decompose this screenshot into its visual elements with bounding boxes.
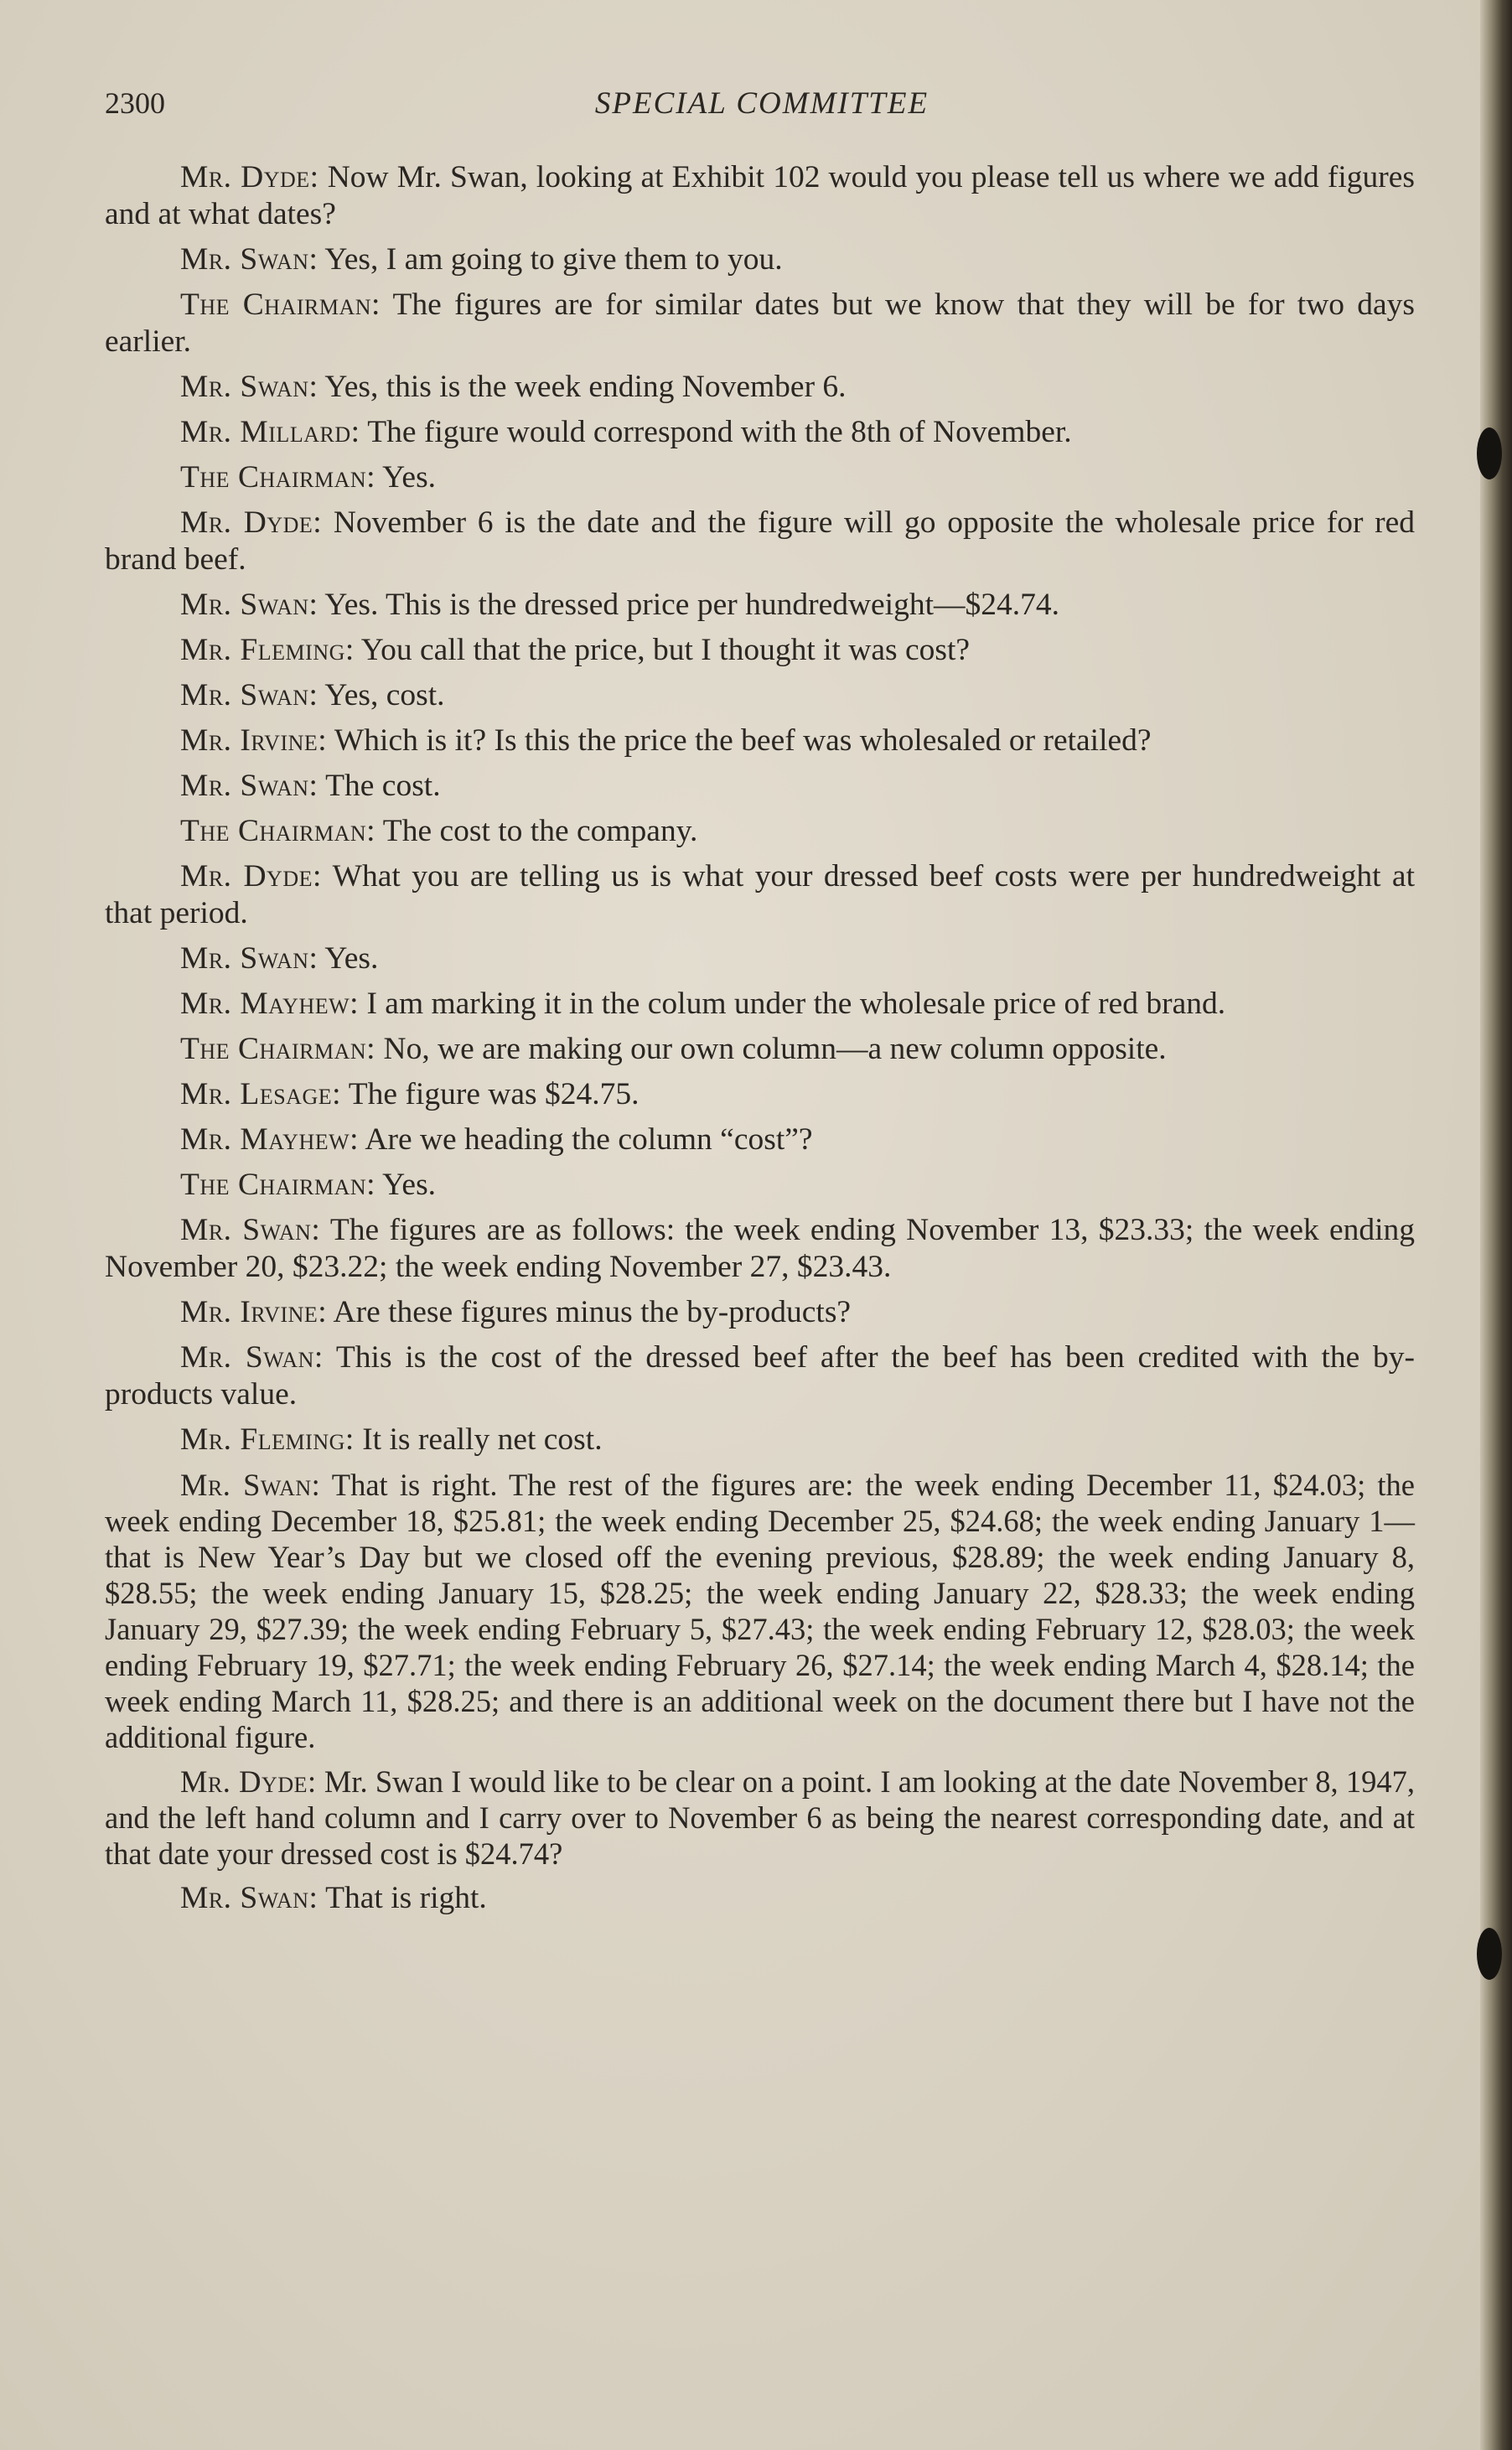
speech-text: The figures are as follows: the week ending November 13, $23.33; the week ending November 20, $23.22; the week ending November 27, $23.43. <box>105 1213 1416 1284</box>
transcript-paragraph <box>105 723 1415 759</box>
speaker-name: Mr. Swan: <box>180 588 318 622</box>
transcript-paragraph <box>105 632 1415 669</box>
speech-text: Yes, cost. <box>318 678 445 712</box>
speaker-name: Mr. Swan: <box>180 678 318 712</box>
binding-hole <box>1477 1928 1502 1980</box>
transcript-paragraph <box>105 813 1415 850</box>
speaker-name: Mr. Dyde: <box>180 160 319 194</box>
speaker-name: Mr. Swan: <box>180 242 318 277</box>
speech-text: Mr. Swan I would like to be clear on a point. I am looking at the date November 8, 1947, and the left hand column and I carry over to November 6 as being the nearest corresponding date, and at that date your dressed cost is $24.74? <box>105 1764 1415 1871</box>
transcript-paragraph <box>105 1467 1415 1755</box>
transcript-paragraph <box>105 505 1415 578</box>
transcript-paragraph <box>105 1121 1415 1158</box>
speaker-name: Mr. Mayhew: <box>180 1122 360 1157</box>
transcript-paragraph <box>105 241 1415 278</box>
speaker-name: The Chairman: <box>180 814 376 848</box>
speaker-name: Mr. Swan: <box>180 370 318 404</box>
speech-text: The figure would correspond with the 8th of November. <box>360 415 1072 449</box>
speaker-name: Mr. Dyde: <box>180 859 322 893</box>
speaker-name: The Chairman: <box>180 1032 376 1066</box>
speaker-name: Mr. Swan: <box>180 1468 321 1502</box>
speech-text: Are these figures minus the by-products? <box>327 1295 852 1329</box>
speech-text: Yes. <box>375 1168 437 1202</box>
speaker-name: Mr. Swan: <box>180 1213 321 1247</box>
speech-text: You call that the price, but I thought it was cost? <box>354 633 971 667</box>
page-binding-edge <box>1480 0 1512 2450</box>
speech-text: Are we heading the column “cost”? <box>359 1122 813 1157</box>
speech-text: Yes. <box>318 941 379 976</box>
binding-hole <box>1477 427 1502 479</box>
page-number: 2300 <box>105 86 165 120</box>
speech-text: Yes, this is the week ending November 6. <box>318 370 847 404</box>
speech-text: Now Mr. Swan, looking at Exhibit 102 would you please tell us where we add figures and at what dates? <box>105 160 1415 231</box>
speaker-name: Mr. Dyde: <box>180 1764 317 1799</box>
transcript-paragraph <box>105 459 1415 496</box>
speech-text: Which is it? Is this the price the beef was wholesaled or retailed? <box>327 723 1152 758</box>
speech-text: This is the cost of the dressed beef after the beef has been credited with the by-products value. <box>105 1340 1415 1411</box>
running-title: SPECIAL COMMITTEE <box>594 86 929 121</box>
speech-text: No, we are making our own column—a new column opposite. <box>375 1032 1167 1066</box>
transcript-paragraph <box>105 414 1415 451</box>
speaker-name: Mr. Irvine: <box>180 723 328 758</box>
transcript-paragraph <box>105 1294 1415 1331</box>
transcript-paragraph <box>105 1339 1415 1413</box>
speaker-name: Mr. Swan: <box>180 769 318 803</box>
transcript-paragraph <box>105 677 1415 714</box>
transcript-paragraph <box>105 1031 1415 1068</box>
transcript-paragraph <box>105 1764 1415 1872</box>
transcript-paragraph <box>105 1422 1415 1458</box>
speech-text: I am marking it in the colum under the wholesale price of red brand. <box>359 987 1226 1021</box>
speaker-name: The Chairman: <box>180 287 381 322</box>
transcript-paragraph <box>105 768 1415 805</box>
page-header <box>105 85 1419 127</box>
speech-text: Yes. This is the dressed price per hundredweight—$24.74. <box>318 588 1060 622</box>
speaker-name: Mr. Millard: <box>180 415 360 449</box>
speech-text: That is right. The rest of the figures are: the week ending December 11, $24.03; the week ending December 18, $25.81; the week ending December 25, $24.68; the week ending January 1—that is New Year’s Day but we closed off the evening previous, $28.89; the week ending January 8, $28.55; the week ending January 15, $28.25; the week ending January 22, $28.33; the week ending January 29, $27.39; the week ending February 5, $27.43; the week ending February 12, $28.03; the week ending February 19, $27.71; the week ending February 26, $27.14; the week ending March 4, $28.14; the week ending March 11, $28.25; and there is an additional week on the document there but I have not the additional figure. <box>105 1468 1415 1754</box>
transcript-paragraph <box>105 369 1415 406</box>
transcript-body <box>105 159 1415 1925</box>
speech-text: The figure was $24.75. <box>341 1077 639 1111</box>
transcript-paragraph <box>105 1880 1415 1917</box>
transcript-paragraph <box>105 1167 1415 1204</box>
transcript-paragraph <box>105 159 1415 233</box>
speech-text: The cost to the company. <box>375 814 698 848</box>
speech-text: That is right. <box>318 1881 487 1915</box>
transcript-paragraph <box>105 1076 1415 1113</box>
speaker-name: Mr. Mayhew: <box>180 987 360 1021</box>
speech-text: The figures are for similar dates but we know that they will be for two days earlier. <box>105 287 1415 359</box>
speech-text: What you are telling us is what your dressed beef costs were per hundredweight at that period. <box>105 859 1415 930</box>
speaker-name: Mr. Fleming: <box>180 633 355 667</box>
speech-text: Yes. <box>375 460 437 495</box>
transcript-paragraph <box>105 986 1415 1023</box>
speaker-name: The Chairman: <box>180 460 376 495</box>
speech-text: Yes, I am going to give them to you. <box>318 242 783 277</box>
speech-text: It is really net cost. <box>354 1422 603 1457</box>
speaker-name: Mr. Lesage: <box>180 1077 342 1111</box>
transcript-paragraph <box>105 287 1415 360</box>
speaker-name: Mr. Dyde: <box>180 505 323 540</box>
transcript-paragraph <box>105 940 1415 977</box>
speaker-name: Mr. Irvine: <box>180 1295 328 1329</box>
speech-text: The cost. <box>318 769 441 803</box>
speaker-name: Mr. Swan: <box>180 1881 318 1915</box>
speaker-name: Mr. Swan: <box>180 1340 324 1375</box>
speaker-name: Mr. Fleming: <box>180 1422 355 1457</box>
speech-text: November 6 is the date and the figure will go opposite the wholesale price for red brand beef. <box>105 505 1415 577</box>
transcript-paragraph <box>105 1212 1415 1286</box>
speaker-name: Mr. Swan: <box>180 941 318 976</box>
transcript-paragraph <box>105 858 1415 932</box>
transcript-paragraph <box>105 587 1415 624</box>
speaker-name: The Chairman: <box>180 1168 376 1202</box>
